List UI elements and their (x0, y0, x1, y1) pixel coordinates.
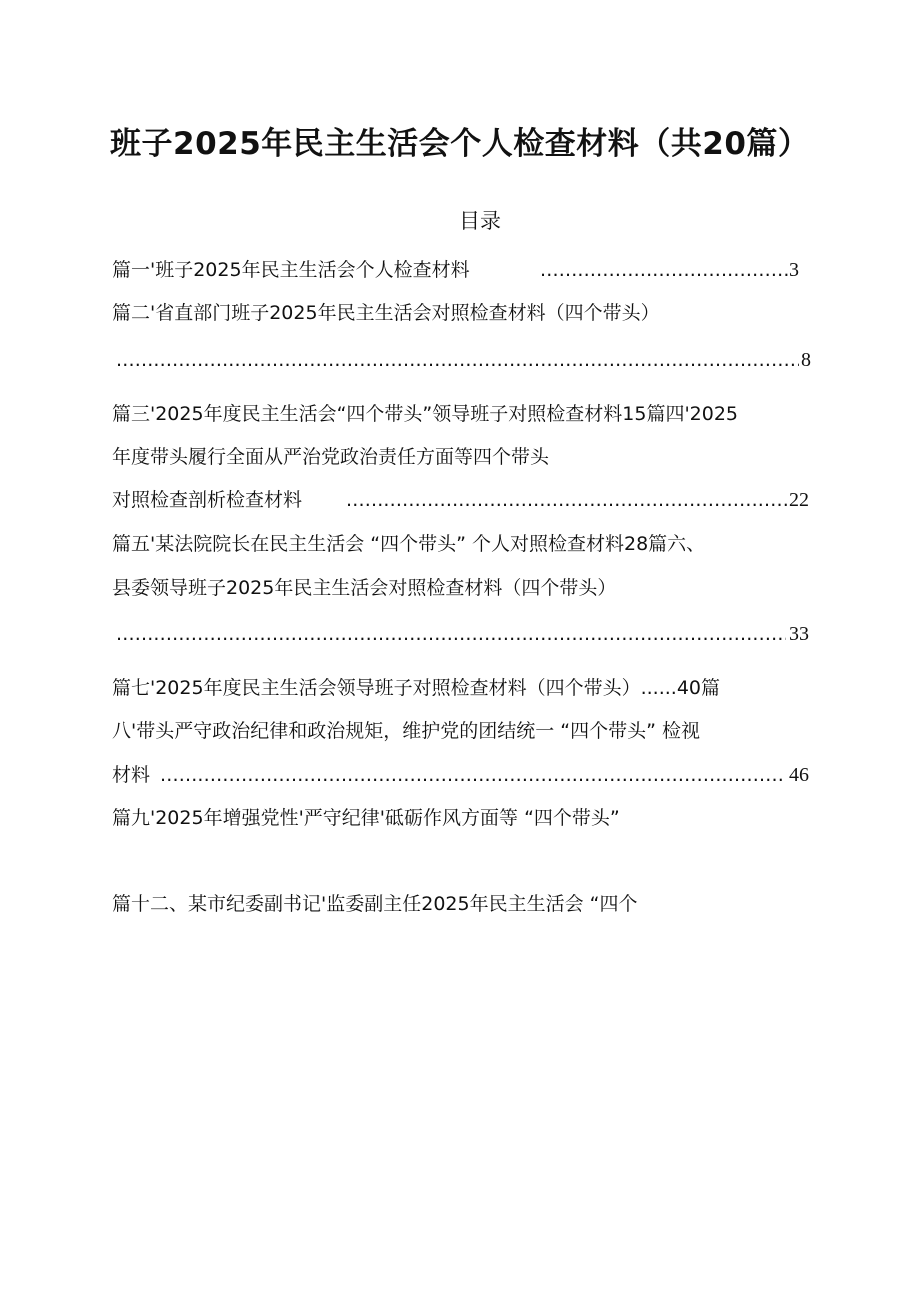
toc-entry-1-label[interactable]: 篇一'班子2025年民主生活会个人检查材料 (112, 259, 470, 281)
toc-entry-12-label[interactable]: 篇十二、某市纪委副书记'监委副主任2025年民主生活会 “四个 (112, 893, 638, 915)
toc-entry-7-line-3[interactable]: 材料 (112, 764, 151, 786)
toc-entry-2-label[interactable]: 篇二'省直部门班子2025年民主生活会对照检查材料（四个带头） (112, 302, 660, 324)
toc-entry-9-label[interactable]: 篇九'2025年增强党性'严守纪律'砥砺作风方面等 “四个带头” (112, 807, 620, 829)
toc-entry-7-line-1[interactable]: 篇七'2025年度民主生活会领导班子对照检查材料（四个带头）......40篇 (112, 677, 720, 699)
toc-entry-3-leader (346, 486, 788, 514)
toc-entry-5-line-2[interactable]: 县委领导班子2025年民主生活会对照检查材料（四个带头） (112, 577, 617, 599)
toc-entry-2-leader (116, 346, 799, 374)
toc-entry-3-page[interactable]: 22 (789, 489, 809, 511)
toc-heading: 目录 (459, 209, 501, 233)
toc-entry-1-leader (540, 256, 788, 284)
toc-entry-7-line-2[interactable]: 八'带头严守政治纪律和政治规矩，维护党的团结统一 “四个带头” 检视 (112, 720, 700, 742)
toc-entry-7-page[interactable]: 46 (789, 764, 809, 786)
toc-entry-3-line-1[interactable]: 篇三'2025年度民主生活会“四个带头”领导班子对照检查材料15篇四'2025 (112, 403, 739, 425)
toc-entry-5-leader (116, 620, 786, 648)
toc-entry-2-page[interactable]: 8 (801, 349, 811, 371)
toc-entry-1-page[interactable]: 3 (789, 259, 799, 281)
toc-entry-3-line-3[interactable]: 对照检查剖析检查材料 (112, 489, 303, 511)
toc-entry-5-line-1[interactable]: 篇五'某法院院长在民主生活会 “四个带头” 个人对照检查材料28篇六、 (112, 533, 706, 555)
toc-entry-7-leader (160, 761, 786, 789)
document-title: 班子2025年民主生活会个人检查材料（共20篇） (110, 126, 810, 162)
toc-entry-3-line-2[interactable]: 年度带头履行全面从严治党政治责任方面等四个带头 (112, 446, 550, 468)
toc-entry-5-page[interactable]: 33 (789, 623, 809, 645)
